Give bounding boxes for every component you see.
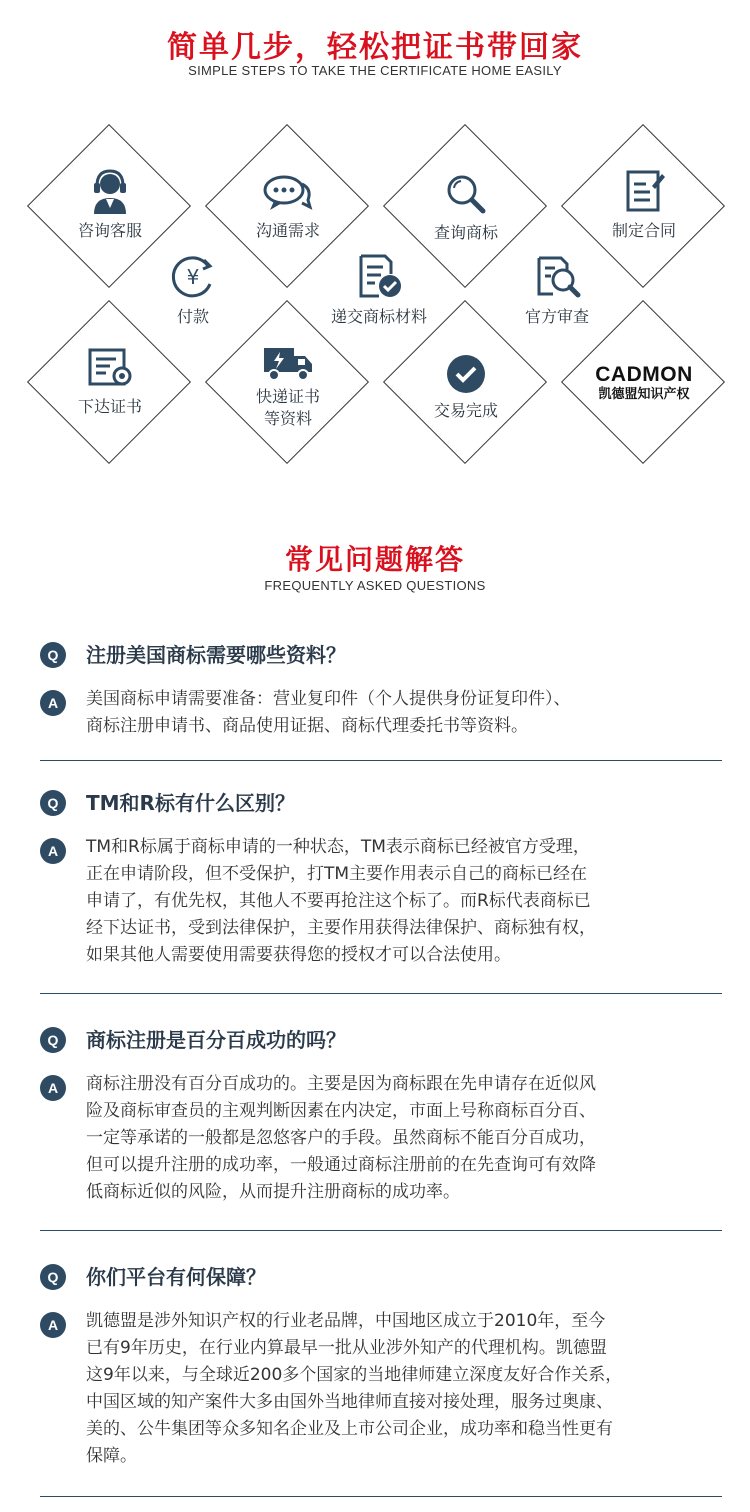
step-label: 快递证书 xyxy=(255,387,320,406)
step-label: 递交商标材料 xyxy=(330,307,427,326)
question-text: 注册美国商标需要哪些资料？ xyxy=(86,643,346,667)
faq-divider xyxy=(40,1230,722,1231)
search-icon xyxy=(444,172,488,216)
question-text: TM和R标有什么区别？ xyxy=(86,791,295,815)
steps-title: 简单几步，轻松把证书带回家 xyxy=(167,30,583,65)
question-badge: Q xyxy=(40,1027,66,1053)
faq-divider xyxy=(40,760,722,761)
answer-text: TM和R标属于商标申请的一种状态，TM表示商标已经被官方受理， 正在申请阶段，但不受保护，打TM主要作用表示自己的商标已经在 申请了，有优先权，其他人不要再抢注这个标了。而R标代表商标已 经下达证书，受到法律保护，主要作用获得法律保护、商标独有权， 如果其他人需要使用需要获得您的授权才可以合法使用。 xyxy=(86,837,596,965)
step-submit xyxy=(304,252,454,328)
answer-badge: A xyxy=(40,1075,66,1101)
step-payment xyxy=(118,254,268,328)
submit-document-icon xyxy=(355,252,403,300)
step-label: 付款 xyxy=(176,307,209,326)
step-label: 交易完成 xyxy=(433,401,498,420)
step-label: 官方审查 xyxy=(524,307,589,326)
step-complete xyxy=(391,354,541,422)
faq-subtitle: FREQUENTLY ASKED QUESTIONS xyxy=(264,578,486,593)
svg-text:¥: ¥ xyxy=(186,265,200,289)
question-badge: Q xyxy=(40,790,66,816)
question-badge: Q xyxy=(40,1264,66,1290)
step-delivery xyxy=(213,346,363,430)
step-certificate xyxy=(35,346,185,418)
step-review xyxy=(482,252,632,328)
step-label: 沟通需求 xyxy=(255,221,320,240)
delivery-truck-icon xyxy=(262,346,314,382)
step-label: 咨询客服 xyxy=(77,221,142,240)
logo-text-cn: 凯德盟知识产权 xyxy=(598,387,690,402)
answer-text: 美国商标申请需要准备：营业复印件（个人提供身份证复印件）、 商标注册申请书、商品使用证据、商标代理委托书等资料。 xyxy=(86,689,571,736)
certificate-icon xyxy=(86,346,134,390)
step-label: 下达证书 xyxy=(77,397,142,416)
faq-divider xyxy=(40,1496,722,1497)
faq-title: 常见问题解答 xyxy=(284,543,465,576)
answer-badge: A xyxy=(40,1312,66,1338)
step-label: 查询商标 xyxy=(433,223,498,242)
step-label-line2: 等资料 xyxy=(263,409,312,428)
question-badge: Q xyxy=(40,642,66,668)
payment-icon xyxy=(170,254,216,300)
step-communicate xyxy=(213,174,363,242)
review-icon xyxy=(533,252,581,300)
customer-service-icon xyxy=(88,168,132,214)
step-label: 制定合同 xyxy=(611,221,676,240)
logo-text-en: CADMON xyxy=(595,363,693,386)
contract-icon xyxy=(622,168,666,214)
question-text: 商标注册是百分百成功的吗？ xyxy=(86,1028,346,1052)
answer-badge: A xyxy=(40,690,66,716)
question-text: 你们平台有何保障？ xyxy=(86,1265,266,1289)
answer-badge: A xyxy=(40,838,66,864)
check-icon xyxy=(446,354,486,394)
faq-divider xyxy=(40,993,722,994)
step-search xyxy=(391,172,541,244)
steps-subtitle: SIMPLE STEPS TO TAKE THE CERTIFICATE HOME EASILY xyxy=(188,63,562,78)
answer-text: 凯德盟是涉外知识产权的行业老品牌，中国地区成立于2010年，至今 已有9年历史，在行业内算最早一批从业涉外知产的代理机构。凯德盟 这9年以来，与全球近200多个国家的当地律师建立深度友好合作关系， 中国区域的知产案件大多由国外当地律师直接对接处理，服务过奥康、 美的、公牛集团等众多知名企业及上市公司企业，成功率和稳当性更有 保障。 xyxy=(86,1311,623,1466)
answer-text: 商标注册没有百分百成功的。主要是因为商标跟在先申请存在近似风 险及商标审查员的主观判断因素在内决定，市面上号称商标百分百、 一定等承诺的一般都是忽悠客户的手段。虽然商标不能百分百成功， 但可以提升注册的成功率，一般通过商标注册前的在先查询可有效降 低商标近似的风险，从而提升注册商标的成功率。 xyxy=(86,1074,596,1202)
chat-icon xyxy=(262,174,314,214)
cadmon-logo xyxy=(569,364,719,404)
step-contract xyxy=(569,168,719,242)
step-consult xyxy=(35,168,185,242)
